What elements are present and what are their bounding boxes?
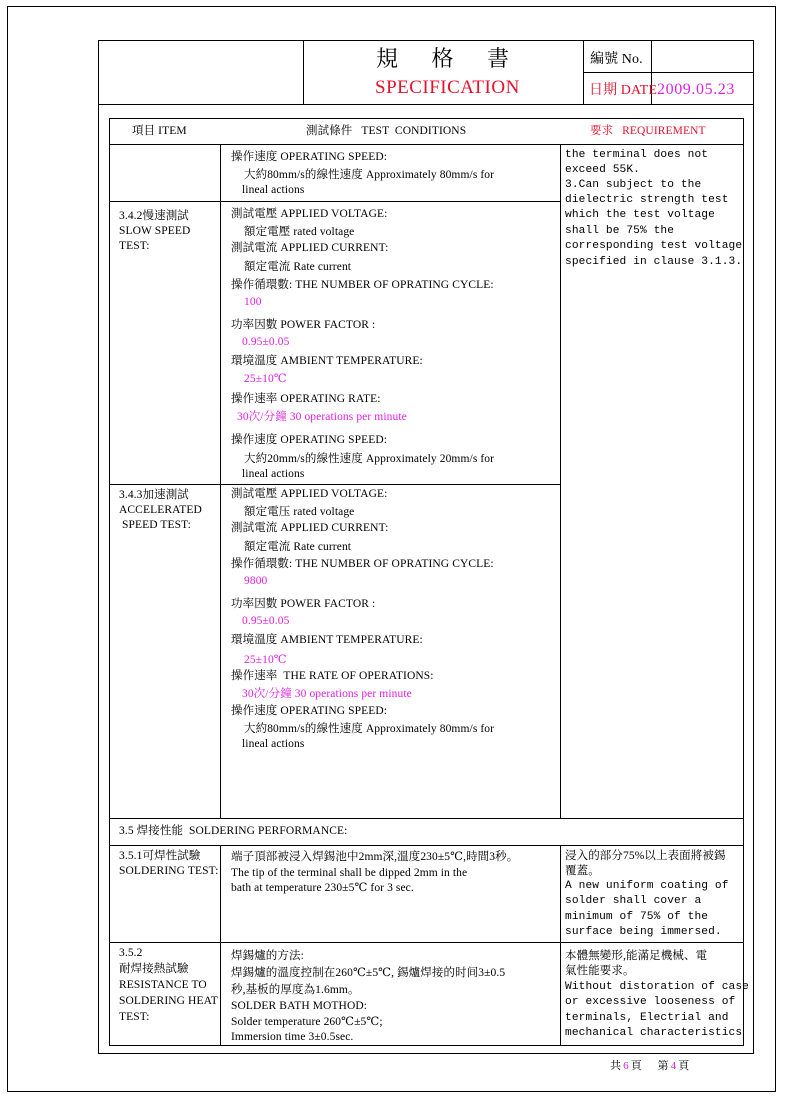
column-header-requirement: 要求 REQUIREMENT	[590, 125, 706, 137]
heat-test-cond-line: SOLDER BATH MOTHOD:	[231, 1000, 368, 1012]
cont-req-line: dielectric strength test	[565, 194, 729, 206]
cont-speed-value2: lineal actions	[242, 184, 305, 196]
slow-applied-voltage: 測試電壓 APPLIED VOLTAGE:	[231, 208, 388, 220]
accel-rated-voltage: 額定電压 rated voltage	[244, 506, 355, 518]
column-header-item: 項目 ITEM	[132, 125, 187, 137]
accel-speed-label: 操作速度 OPERATING SPEED:	[231, 705, 388, 717]
solder-test-cond-line: The tip of the terminal shall be dipped 2mm in the	[231, 867, 468, 879]
slow-speed-value2: lineal actions	[242, 468, 305, 480]
slow-item-line: 3.4.2慢速測試	[119, 210, 189, 222]
cont-req-line: corresponding test voltage	[565, 240, 743, 252]
accel-pf-value: 0.95±0.05	[242, 615, 290, 627]
heat-test-item-line: RESISTANCE TO	[119, 979, 207, 991]
slow-pf-label: 功率因數 POWER FACTOR :	[231, 319, 376, 331]
heat-test-req-line: 本體無變形,能滿足機械、電	[565, 950, 708, 962]
slow-temp-value: 25±10℃	[244, 373, 287, 385]
column-header-conditions: 測試條件 TEST CONDITIONS	[306, 125, 467, 137]
accel-temp-value: 25±10℃	[244, 654, 287, 666]
spec-title-cn: 規 格 書	[376, 46, 524, 71]
heat-test-item-line: TEST:	[119, 1011, 150, 1023]
heat-test-req-line: mechanical characteristics	[565, 1027, 743, 1039]
heat-test-req-line: 氣性能要求。	[565, 965, 635, 977]
soldering-section-title: 3.5 焊接性能 SOLDERING PERFORMANCE:	[119, 825, 348, 837]
heat-test-req-line: terminals, Electrial and	[565, 1012, 729, 1024]
accel-item-line: 3.4.3加速測試	[119, 489, 189, 501]
heat-test-cond-line: 焊錫爐的方法:	[231, 950, 304, 962]
heat-test-cond-line: 焊錫爐的溫度控制在260℃±5℃, 錫爐焊接的时间3±0.5	[231, 967, 506, 979]
page-prefix: 第	[657, 1060, 669, 1072]
slow-pf-value: 0.95±0.05	[242, 336, 290, 348]
heat-test-item-line: 耐焊接熱試驗	[119, 963, 189, 975]
solder-test-item-line: 3.5.1可焊性試驗	[119, 850, 201, 862]
accel-speed-value2: lineal actions	[242, 738, 305, 750]
heat-test-item-line: 3.5.2	[119, 947, 143, 959]
date-value: 2009.05.23	[657, 81, 735, 98]
cont-req-line: shall be 75% the	[565, 225, 675, 237]
solder-test-item-line: SOLDERING TEST:	[119, 865, 219, 877]
cont-req-line: exceed 55K.	[565, 164, 640, 176]
accel-pf-label: 功率因數 POWER FACTOR :	[231, 598, 376, 610]
heat-test-cond-line: Immersion time 3±0.5sec.	[231, 1031, 354, 1043]
slow-rated-voltage: 額定電壓 rated voltage	[244, 226, 355, 238]
slow-temp-label: 環境溫度 AMBIENT TEMPERATURE:	[231, 355, 423, 367]
total-pages: 6	[623, 1060, 629, 1072]
slow-item-line: SLOW SPEED	[119, 225, 191, 237]
page-suffix: 頁	[678, 1060, 690, 1072]
accel-rate-value: 30次/分鐘 30 operations per minute	[242, 688, 412, 700]
page-number: 4	[670, 1060, 677, 1072]
accel-rate-current: 額定電流 Rate current	[244, 541, 352, 553]
solder-test-cond-line: bath at temperature 230±5℃ for 3 sec.	[231, 882, 414, 894]
heat-test-req-line: or excessive looseness of	[565, 996, 736, 1008]
slow-rate-current: 額定電流 Rate current	[244, 261, 352, 273]
solder-test-req-line: A new uniform coating of	[565, 880, 729, 892]
slow-cycle-value: 100	[244, 296, 262, 308]
accel-item-line: ACCELERATED	[119, 504, 202, 516]
accel-item-line: SPEED TEST:	[119, 519, 191, 531]
accel-cycle-value: 9800	[244, 575, 268, 587]
cont-req-line: which the test voltage	[565, 209, 715, 221]
solder-test-cond-line: 端子頂部被浸入焊錫池中2mm深,溫度230±5℃,時間3秒。	[231, 851, 519, 863]
cont-req-line: specified in clause 3.1.3.	[565, 256, 743, 268]
heat-test-req-line: Without distoration of case	[565, 981, 749, 993]
total-suffix: 頁	[630, 1060, 642, 1072]
accel-applied-voltage: 測試電壓 APPLIED VOLTAGE:	[231, 488, 388, 500]
solder-test-req-line: 浸入的部分75%以上表面將被錫	[565, 850, 726, 862]
heat-test-item-line: SOLDERING HEAT	[119, 995, 218, 1007]
slow-cycle-label: 操作循環數: THE NUMBER OF OPRATING CYCLE:	[231, 279, 494, 291]
accel-speed-value: 大約80mm/s的線性速度 Approximately 80mm/s for	[244, 723, 495, 735]
number-label: 編號 No.	[590, 52, 643, 67]
solder-test-req-line: minimum of 75% of the	[565, 911, 709, 923]
slow-rate-label: 操作速率 OPERATING RATE:	[231, 393, 381, 405]
cont-speed-label: 操作速度 OPERATING SPEED:	[231, 151, 388, 163]
slow-speed-value: 大約20mm/s的線性速度 Approximately 20mm/s for	[244, 453, 495, 465]
spec-title-en: SPECIFICATION	[375, 77, 520, 98]
heat-test-cond-line: Solder temperature 260℃±5℃;	[231, 1016, 383, 1028]
solder-test-req-line: solder shall cover a	[565, 895, 702, 907]
slow-speed-label: 操作速度 OPERATING SPEED:	[231, 434, 388, 446]
slow-rate-value: 30次/分鐘 30 operations per minute	[237, 411, 407, 423]
cont-speed-value: 大約80mm/s的線性速度 Approximately 80mm/s for	[244, 169, 495, 181]
accel-applied-current: 測試電流 APPLIED CURRENT:	[231, 522, 389, 534]
cont-req-line: the terminal does not	[565, 149, 709, 161]
slow-item-line: TEST:	[119, 240, 150, 252]
accel-cycle-label: 操作循環數: THE NUMBER OF OPRATING CYCLE:	[231, 558, 494, 570]
heat-test-cond-line: 秒,基板的厚度為1.6mm。	[231, 984, 360, 996]
slow-applied-current: 測試電流 APPLIED CURRENT:	[231, 242, 389, 254]
page-counter	[610, 1059, 689, 1074]
date-label: 日期 DATE	[589, 83, 657, 98]
solder-test-req-line: 覆蓋。	[565, 865, 600, 877]
accel-rate-label: 操作速率 THE RATE OF OPERATIONS:	[231, 670, 434, 682]
accel-temp-label: 環境溫度 AMBIENT TEMPERATURE:	[231, 634, 423, 646]
solder-test-req-line: surface being immersed.	[565, 926, 722, 938]
total-prefix: 共	[610, 1060, 622, 1072]
cont-req-line: 3.Can subject to the	[565, 179, 702, 191]
